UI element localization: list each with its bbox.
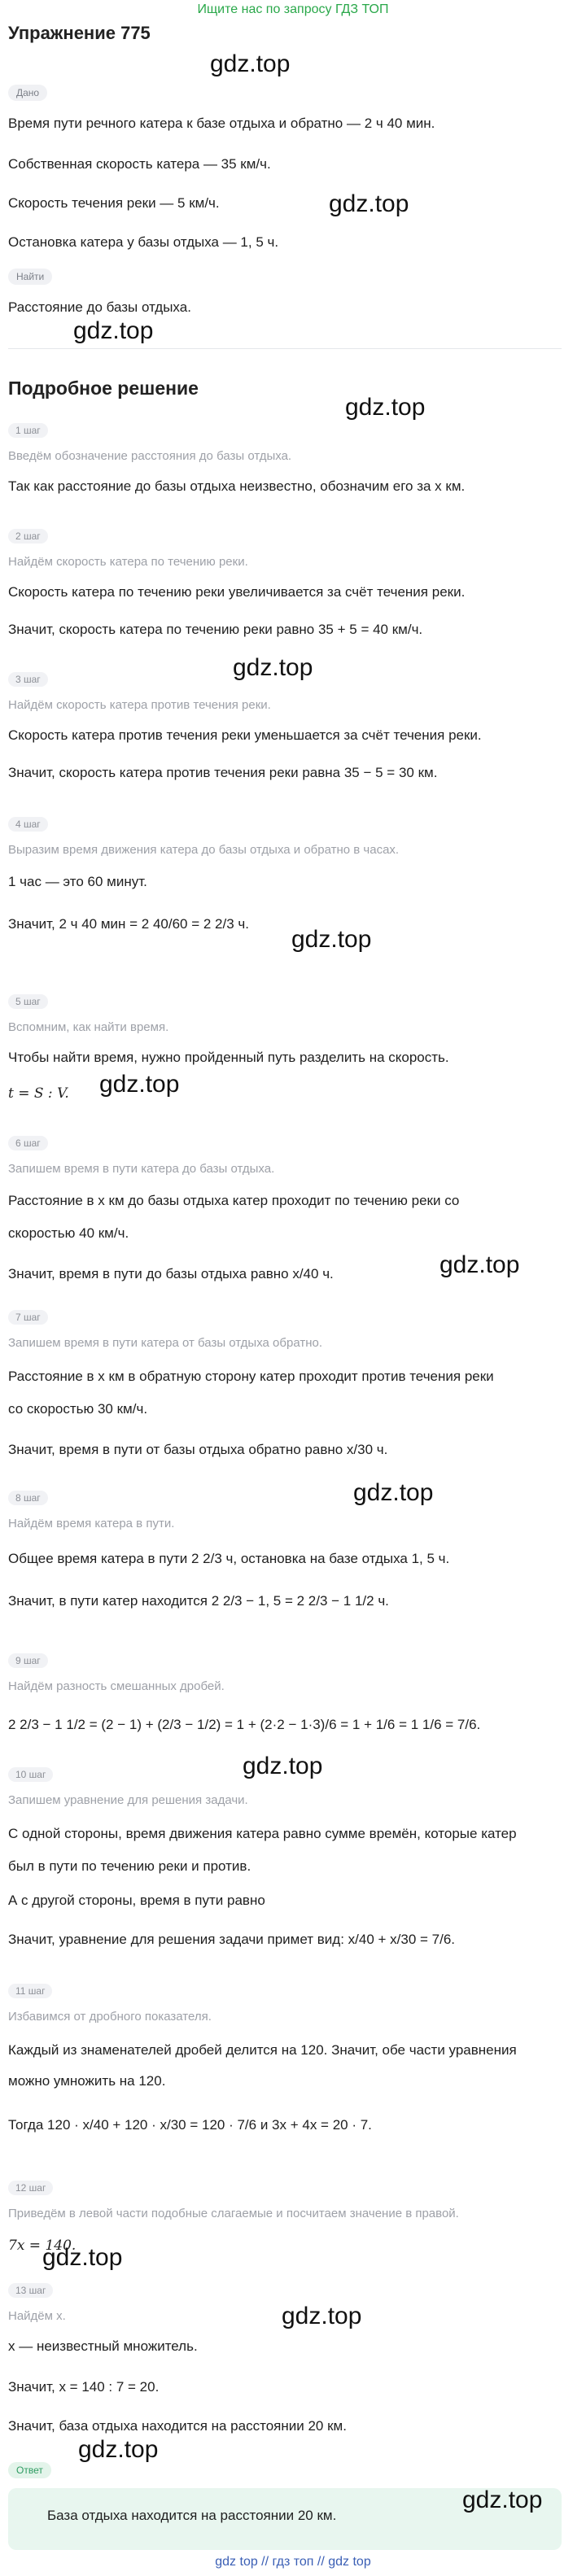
step-hint: Приведём в левой части подобные слагаемые и посчитаем значение в правой. (8, 2207, 459, 2220)
watermark: gdz.top (440, 1251, 520, 1278)
step-label: 1 шаг (8, 423, 48, 438)
step-text: Значит, x = 140 : 7 = 20. (8, 2379, 160, 2395)
watermark: gdz.top (243, 1753, 323, 1779)
step-label: 11 шаг (8, 1984, 52, 1998)
step-formula: 7x = 140. (8, 2238, 77, 2254)
given-line-3: Скорость течения реки — 5 км/ч. (8, 195, 220, 211)
step-label: 6 шаг (8, 1136, 48, 1150)
watermark: gdz.top (282, 2303, 362, 2329)
step-text: Скорость катера против течения реки уменьшается за счёт течения реки. (8, 727, 482, 743)
page-title: Упражнение 775 (8, 23, 151, 43)
step-text: Так как расстояние до базы отдыха неизвестно, обозначим его за x км. (8, 478, 466, 494)
step-hint: Найдём скорость катера против течения реки. (8, 698, 271, 712)
watermark: gdz.top (233, 654, 313, 681)
step-hint: Найдём разность смешанных дробей. (8, 1679, 225, 1693)
divider (8, 348, 562, 349)
step-label: 8 шаг (8, 1491, 48, 1505)
step-hint: Вспомним, как найти время. (8, 1020, 169, 1034)
step-hint: Найдём время катера в пути. (8, 1517, 175, 1530)
step-text: Значит, скорость катера по течению реки равно 35 + 5 = 40 км/ч. (8, 622, 423, 637)
step-text: Значит, уравнение для решения задачи примет вид: x/40 + x/30 = 7/6. (8, 1932, 456, 1947)
answer-tag: Ответ (8, 2462, 51, 2478)
step-text: Значит, 2 ч 40 мин = 2 40/60 = 2 2/3 ч. (8, 916, 249, 932)
step-label: 12 шаг (8, 2181, 53, 2195)
step-label: 9 шаг (8, 1653, 48, 1668)
step-hint: Запишем уравнение для решения задачи. (8, 1793, 248, 1807)
step-text: С одной стороны, время движения катера равно сумме времён, которые катер (8, 1826, 517, 1841)
watermark: gdz.top (329, 190, 409, 217)
step-hint: Найдём x. (8, 2309, 66, 2323)
given-tag: Дано (8, 85, 47, 101)
solution-title: Подробное решение (8, 378, 199, 399)
step-text: скоростью 40 км/ч. (8, 1225, 129, 1241)
top-search-hint[interactable]: Ищите нас по запросу ГДЗ ТОП (197, 2, 389, 16)
watermark: gdz.top (42, 2244, 123, 2271)
step-text: Значит, время в пути до базы отдыха равно x/40 ч. (8, 1266, 334, 1281)
step-text: Значит, в пути катер находится 2 2/3 − 1, 5 = 2 2/3 − 1 1/2 ч. (8, 1593, 389, 1609)
step-hint: Выразим время движения катера до базы отдыха и обратно в часах. (8, 843, 400, 857)
find-tag: Найти (8, 269, 52, 285)
watermark: gdz.top (73, 317, 154, 344)
given-line-1: Время пути речного катера к базе отдыха и обратно — 2 ч 40 мин. (8, 116, 435, 131)
step-label: 2 шаг (8, 529, 48, 544)
step-hint: Избавимся от дробного показателя. (8, 2010, 212, 2024)
step-label: 4 шаг (8, 817, 48, 832)
step-text: Чтобы найти время, нужно пройденный путь разделить на скорость. (8, 1050, 449, 1065)
step-label: 13 шаг (8, 2283, 53, 2298)
find-line: Расстояние до базы отдыха. (8, 299, 191, 315)
answer-text: База отдыха находится на расстоянии 20 км. (47, 2508, 337, 2523)
step-text: Значит, база отдыха находится на расстоянии 20 км. (8, 2418, 347, 2434)
step-hint: Введём обозначение расстояния до базы отдыха. (8, 449, 292, 463)
step-text: Расстояние в x км до базы отдыха катер проходит по течению реки со (8, 1193, 460, 1208)
watermark: gdz.top (353, 1479, 434, 1506)
watermark: gdz.top (345, 394, 426, 421)
step-text: Скорость катера по течению реки увеличивается за счёт течения реки. (8, 584, 466, 600)
given-line-4: Остановка катера у базы отдыха — 1, 5 ч. (8, 234, 279, 250)
step-text: 1 час — это 60 минут. (8, 874, 147, 889)
step-text: был в пути по течению реки и против. (8, 1858, 251, 1874)
step-text: x — неизвестный множитель. (8, 2338, 198, 2354)
formula: t = S : V. (8, 1085, 69, 1102)
step-text: Каждый из знаменателей дробей делится на 120. Значит, обе части уравнения (8, 2042, 517, 2058)
watermark: gdz.top (291, 926, 372, 953)
watermark: gdz.top (210, 50, 291, 77)
step-text: Значит, время в пути от базы отдыха обратно равно x/30 ч. (8, 1442, 388, 1457)
step-label: 5 шаг (8, 994, 48, 1009)
step-formula: 2 2/3 − 1 1/2 = (2 − 1) + (2/3 − 1/2) = 1 + (2·2 − 1·3)/6 = 1 + 1/6 = 1 1/6 = 7/6. (8, 1717, 481, 1732)
watermark: gdz.top (99, 1071, 180, 1098)
watermark: gdz.top (462, 2486, 543, 2513)
given-line-2: Собственная скорость катера — 35 км/ч. (8, 156, 271, 172)
step-hint: Запишем время в пути катера до базы отдыха. (8, 1162, 275, 1176)
step-text: Общее время катера в пути 2 2/3 ч, остановка на базе отдыха 1, 5 ч. (8, 1551, 450, 1566)
step-text: Расстояние в x км в обратную сторону катер проходит против течения реки (8, 1369, 494, 1384)
step-label: 7 шаг (8, 1310, 48, 1325)
step-text: со скоростью 30 км/ч. (8, 1401, 148, 1417)
step-label: 3 шаг (8, 672, 48, 687)
step-text: можно умножить на 120. (8, 2073, 166, 2089)
step-hint: Найдём скорость катера по течению реки. (8, 555, 248, 569)
step-text: Тогда 120 · x/40 + 120 · x/30 = 120 · 7/6 и 3x + 4x = 20 · 7. (8, 2117, 372, 2133)
step-label: 10 шаг (8, 1767, 53, 1782)
footer-links[interactable]: gdz top // гдз топ // gdz top (215, 2555, 371, 2569)
step-text: А с другой стороны, время в пути равно (8, 1893, 265, 1908)
step-text: Значит, скорость катера против течения реки равна 35 − 5 = 30 км. (8, 765, 438, 780)
watermark: gdz.top (78, 2436, 159, 2463)
step-hint: Запишем время в пути катера от базы отдыха обратно. (8, 1336, 323, 1350)
